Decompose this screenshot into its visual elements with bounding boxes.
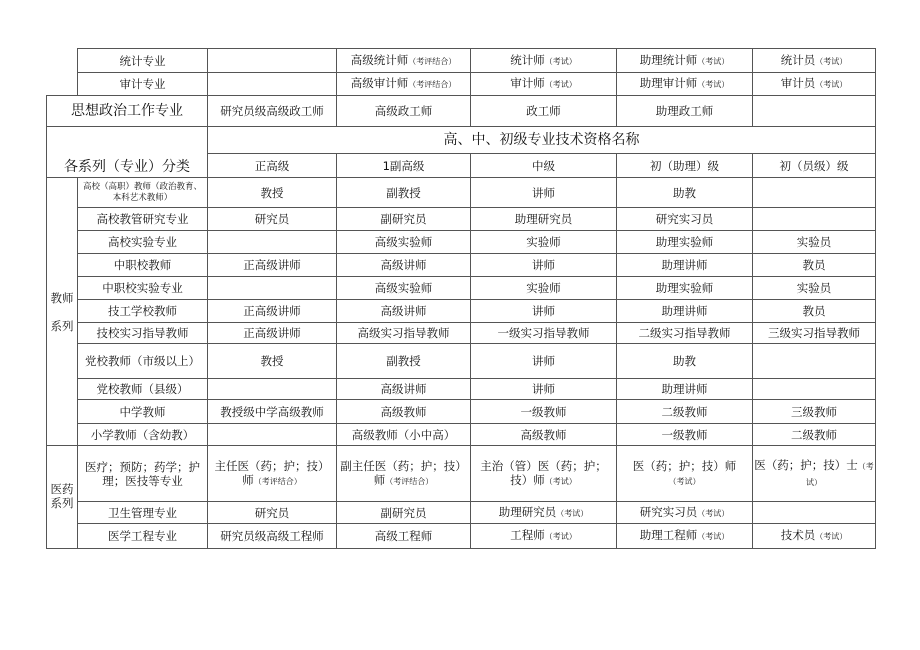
level-0: 正高级 <box>208 154 337 178</box>
cell: 讲师 <box>471 379 617 400</box>
cell <box>208 446 337 502</box>
cell: 教授 <box>208 344 337 379</box>
cell: 高级讲师 <box>337 300 471 323</box>
blank-cell <box>47 49 78 73</box>
cell: 助理讲师 <box>617 379 753 400</box>
cell-audit-assistant <box>617 73 753 96</box>
cell-note: （考试） <box>544 532 577 541</box>
teacher-row-name: 党校教师（县级） <box>78 379 208 400</box>
teacher-row-name: 小学教师（含幼教） <box>78 424 208 446</box>
cell-note: （考试） <box>556 508 589 518</box>
cell-audit-junior <box>753 73 876 96</box>
cell: 副研究员 <box>337 208 471 231</box>
cell: 副研究员 <box>337 502 471 524</box>
qualification-table <box>46 48 876 549</box>
cell: 助理研究员 <box>471 208 617 231</box>
cell: 讲师 <box>471 254 617 277</box>
teacher-row-name: 高校实验专业 <box>78 231 208 254</box>
cell: 正高级讲师 <box>208 323 337 344</box>
teacher-row-name: 高校（高职）教师（政治教育、本科艺术教师） <box>78 178 208 208</box>
cell: 一级实习指导教师 <box>471 323 617 344</box>
cell: 高级实验师 <box>337 277 471 300</box>
cell: 三级教师 <box>753 400 876 424</box>
cell <box>753 524 876 549</box>
cell-note: （考试） <box>697 508 730 518</box>
level-3: 初（助理）级 <box>617 154 753 178</box>
cell <box>753 208 876 231</box>
cell: 研究实习员 <box>617 208 753 231</box>
cell-text: 统计师 <box>510 52 545 67</box>
teacher-group-label <box>47 178 78 446</box>
cell-text: 主治（管）医（药；护；技）师 <box>480 458 607 487</box>
cell-audit-senior <box>337 73 471 96</box>
cell: 助理讲师 <box>617 254 753 277</box>
group-line: 教师 <box>50 290 74 305</box>
cell <box>753 344 876 379</box>
cell: 讲师 <box>471 178 617 208</box>
cell-note: （考试） <box>697 56 730 66</box>
row-political <box>47 96 876 127</box>
cell-text: 研究实习员 <box>639 504 698 519</box>
teacher-row <box>47 300 876 323</box>
cell-text: 医（药；护；技）士 <box>754 457 858 472</box>
blank-cell <box>47 73 78 96</box>
medical-row <box>47 502 876 524</box>
cell-note: （考评结合） <box>385 476 434 486</box>
cell-statistics-junior <box>753 49 876 73</box>
teacher-row-name: 中职校教师 <box>78 254 208 277</box>
cell-audit-mid <box>471 73 617 96</box>
cell-statistics-senior <box>337 49 471 73</box>
cell-note: （考试） <box>815 56 848 66</box>
medical-row-name: 卫生管理专业 <box>78 502 208 524</box>
cell: 副教授 <box>337 178 471 208</box>
group-line: 系列 <box>50 496 74 510</box>
cell-text: 助理工程师 <box>639 528 698 542</box>
teacher-row-name: 党校教师（市级以上） <box>78 344 208 379</box>
cell: 高级讲师 <box>337 254 471 277</box>
cell: 实验师 <box>471 277 617 300</box>
cell-note: （考评结合） <box>408 80 457 89</box>
teacher-row-name: 中职校实验专业 <box>78 277 208 300</box>
cell: 副教授 <box>337 344 471 379</box>
cell-statistics-assistant <box>617 49 753 73</box>
cell: 二级教师 <box>753 424 876 446</box>
cell-empty <box>208 49 337 73</box>
row-name-political: 思想政治工作专业 <box>47 96 208 127</box>
cell <box>753 446 876 502</box>
cell: 二级教师 <box>617 400 753 424</box>
cell-text: 副主任医（药；护；技）师 <box>340 458 467 487</box>
row-name-statistics: 统计专业 <box>78 49 208 73</box>
cell-text: 审计员 <box>780 76 816 90</box>
medical-row <box>47 524 876 549</box>
cell-text: 助理研究员 <box>498 504 557 519</box>
cell <box>208 379 337 400</box>
cell <box>753 379 876 400</box>
teacher-row <box>47 277 876 300</box>
level-4: 初（员级）级 <box>753 154 876 178</box>
cell <box>208 231 337 254</box>
cell <box>208 424 337 446</box>
cell-note: （考试） <box>697 532 730 541</box>
cell <box>617 446 753 502</box>
cell-note: （考试） <box>544 476 577 486</box>
cell: 研究员 <box>208 208 337 231</box>
cell-text: 审计师 <box>510 76 545 90</box>
teacher-row <box>47 424 876 446</box>
teacher-row <box>47 208 876 231</box>
header-title: 高、中、初级专业技术资格名称 <box>208 127 876 154</box>
teacher-row-name: 技校实习指导教师 <box>78 323 208 344</box>
cell: 研究员级高级工程师 <box>208 524 337 549</box>
cell <box>617 502 753 524</box>
cell-political-junior <box>753 96 876 127</box>
medical-row-name: 医疗；预防；药学；护理；医技等专业 <box>78 446 208 502</box>
cell-note: （考试） <box>668 476 701 486</box>
cell: 高级实习指导教师 <box>337 323 471 344</box>
qualification-table-wrap <box>46 48 875 549</box>
cell <box>208 277 337 300</box>
cell-text: 助理审计师 <box>639 76 698 90</box>
teacher-row-name: 技工学校教师 <box>78 300 208 323</box>
cell <box>617 524 753 549</box>
cell: 高级讲师 <box>337 379 471 400</box>
cell <box>753 502 876 524</box>
cell: 一级教师 <box>471 400 617 424</box>
cell: 实验员 <box>753 277 876 300</box>
teacher-row <box>47 344 876 379</box>
level-2: 中级 <box>471 154 617 178</box>
cell: 高级工程师 <box>337 524 471 549</box>
cell <box>753 178 876 208</box>
cell: 实验员 <box>753 231 876 254</box>
cell: 正高级讲师 <box>208 254 337 277</box>
cell-text: 统计员 <box>780 52 816 67</box>
teacher-row-name: 高校教管研究专业 <box>78 208 208 231</box>
cell-text: 主任医（药；护；技）师 <box>214 458 330 487</box>
medical-row-name: 医学工程专业 <box>78 524 208 549</box>
cell-empty <box>208 73 337 96</box>
cell <box>337 446 471 502</box>
cell-note: （考评结合） <box>253 476 302 486</box>
cell-text: 助理统计师 <box>639 52 698 67</box>
cell: 高级教师 <box>471 424 617 446</box>
cell: 实验师 <box>471 231 617 254</box>
cell: 三级实习指导教师 <box>753 323 876 344</box>
cell: 助教 <box>617 178 753 208</box>
cell-text: 高级审计师 <box>350 76 409 90</box>
teacher-row <box>47 323 876 344</box>
cell: 研究员 <box>208 502 337 524</box>
cell: 高级实验师 <box>337 231 471 254</box>
cell <box>471 502 617 524</box>
cell-political-full: 研究员级高级政工师 <box>208 96 337 127</box>
cell: 教授级中学高级教师 <box>208 400 337 424</box>
cell: 教员 <box>753 300 876 323</box>
cell: 助理实验师 <box>617 277 753 300</box>
row-audit <box>47 73 876 96</box>
teacher-row <box>47 379 876 400</box>
cell: 一级教师 <box>617 424 753 446</box>
group-line: 系列 <box>50 318 74 333</box>
cell: 高级教师 <box>337 400 471 424</box>
header-category: 各系列（专业）分类 <box>47 127 208 178</box>
teacher-row-name: 中学教师 <box>78 400 208 424</box>
cell: 教授 <box>208 178 337 208</box>
cell-political-mid: 政工师 <box>471 96 617 127</box>
cell: 讲师 <box>471 344 617 379</box>
cell-text: 技术员 <box>780 528 816 542</box>
cell-political-senior: 高级政工师 <box>337 96 471 127</box>
cell: 助教 <box>617 344 753 379</box>
teacher-row <box>47 178 876 208</box>
cell: 教员 <box>753 254 876 277</box>
cell-note: （考试） <box>806 461 874 487</box>
medical-group-label <box>47 446 78 549</box>
cell-note: （考试） <box>544 56 577 66</box>
teacher-row <box>47 231 876 254</box>
cell: 讲师 <box>471 300 617 323</box>
header-row-title <box>47 127 876 154</box>
cell-note: （考试） <box>815 532 848 541</box>
cell-text: 医（药；护；技）师 <box>632 458 737 473</box>
group-line: 医药 <box>50 482 74 496</box>
cell-political-assistant: 助理政工师 <box>617 96 753 127</box>
cell-note: （考试） <box>697 80 730 89</box>
teacher-row <box>47 254 876 277</box>
cell: 助理实验师 <box>617 231 753 254</box>
cell <box>471 446 617 502</box>
cell <box>471 524 617 549</box>
row-name-audit: 审计专业 <box>78 73 208 96</box>
cell: 二级实习指导教师 <box>617 323 753 344</box>
cell-note: （考评结合） <box>408 56 457 66</box>
cell-statistics-mid <box>471 49 617 73</box>
cell: 助理讲师 <box>617 300 753 323</box>
medical-row <box>47 446 876 502</box>
level-1: 1副高级 <box>337 154 471 178</box>
cell-note: （考试） <box>544 80 577 89</box>
teacher-row <box>47 400 876 424</box>
cell-note: （考试） <box>815 80 848 89</box>
cell-text: 高级统计师 <box>350 52 409 67</box>
row-statistics <box>47 49 876 73</box>
cell: 正高级讲师 <box>208 300 337 323</box>
cell: 高级教师（小中高） <box>337 424 471 446</box>
cell-text: 工程师 <box>510 528 545 542</box>
